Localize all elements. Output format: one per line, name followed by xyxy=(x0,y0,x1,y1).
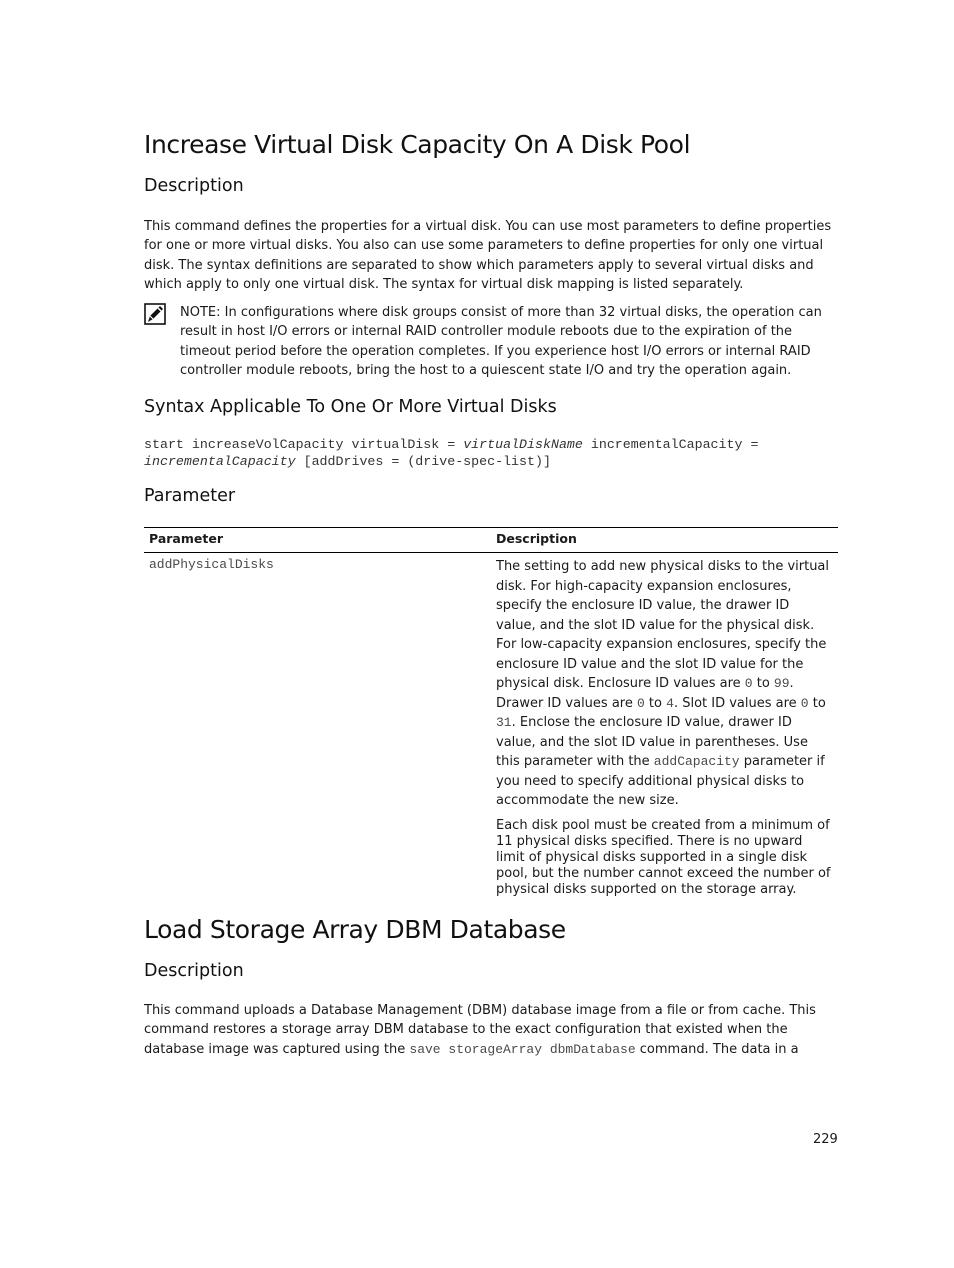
description-heading-2: Description xyxy=(144,961,244,981)
param-description: The setting to add new physical disks to the virtual disk. For high-capacity expansion enclosures, specify the enclosure ID value, the drawer ID value, and the slot ID value for the physical disk. For low-capacity expansion enclosures, specify the enclosure ID value and the slot ID value for the physical disk. Enclosure ID values are 0 to 99. Drawer ID values are 0 to 4. Slot ID values are 0 to 31. Enclose the enclosure ID value, drawer ID value, and the slot ID value in parentheses. Use this parameter with the addCapacity parameter if you need to specify additional physical disks to accommodate the new size. xyxy=(496,559,830,808)
table-header-parameter: Parameter xyxy=(144,528,491,553)
syntax-virtualdiskname: virtualDiskName xyxy=(463,437,583,452)
parameter-heading: Parameter xyxy=(144,486,236,506)
description-paragraph-2: This command uploads a Database Management (DBM) database image from a file or from cache. This command restores a storage array DBM database to the exact configuration that existed when the database image was captured using the save storageArray dbmDatabase command. The data in a xyxy=(144,1003,816,1057)
table-row xyxy=(144,553,838,902)
syntax-incrementalcapacity: incrementalCapacity xyxy=(144,453,296,469)
param-name: addPhysicalDisks xyxy=(149,557,274,572)
syntax-line1-c: incrementalCapacity = xyxy=(582,437,759,452)
note-text xyxy=(180,303,840,380)
syntax-heading: Syntax Applicable To One Or More Virtual Disks xyxy=(144,397,557,417)
description-cell xyxy=(491,553,838,902)
description-paragraph: This command defines the properties for a virtual disk. You can use most parameters to define properties for one or more virtual disks. You also can use some parameters to define properties for only one virtual disk. The syntax definitions are separated to show which parameters apply to several virtual disks and which apply to only one virtual disk. The syntax for virtual disk mapping is listed separately. xyxy=(144,219,832,292)
table-header-description: Description xyxy=(491,528,838,553)
note-box xyxy=(144,303,838,383)
description-heading: Description xyxy=(144,176,244,196)
note-body: In configurations where disk groups consist of more than 32 virtual disks, the operation can result in host I/O errors or internal RAID controller module reboots due to the expiration of the timeout period before the operation completes. If you experience host I/O errors or internal RAID controller module reboots, bring the host to a quiescent state I/O and try the operation again. xyxy=(180,305,822,378)
syntax-line2-b: [addDrives = (drive-spec-list)] xyxy=(295,453,551,469)
param-description-note: Each disk pool must be created from a minimum of 11 physical disks specified. There is no upward limit of physical disks supported in a single disk pool, but the number cannot exceed the number of physical disks supported on the storage array. xyxy=(496,817,831,897)
syntax-line1-a: start increaseVolCapacity virtualDisk = xyxy=(144,437,464,452)
note-label: NOTE: xyxy=(180,305,221,320)
param-cell xyxy=(144,553,491,902)
syntax-code-block xyxy=(144,437,838,470)
section-title-load-dbm: Load Storage Array DBM Database xyxy=(144,915,566,944)
parameter-table xyxy=(144,527,838,902)
page-number: 229 xyxy=(813,1132,838,1147)
table-header-row xyxy=(144,528,838,553)
section-title-increase-capacity: Increase Virtual Disk Capacity On A Disk Pool xyxy=(144,130,691,159)
pencil-note-icon xyxy=(144,303,166,325)
